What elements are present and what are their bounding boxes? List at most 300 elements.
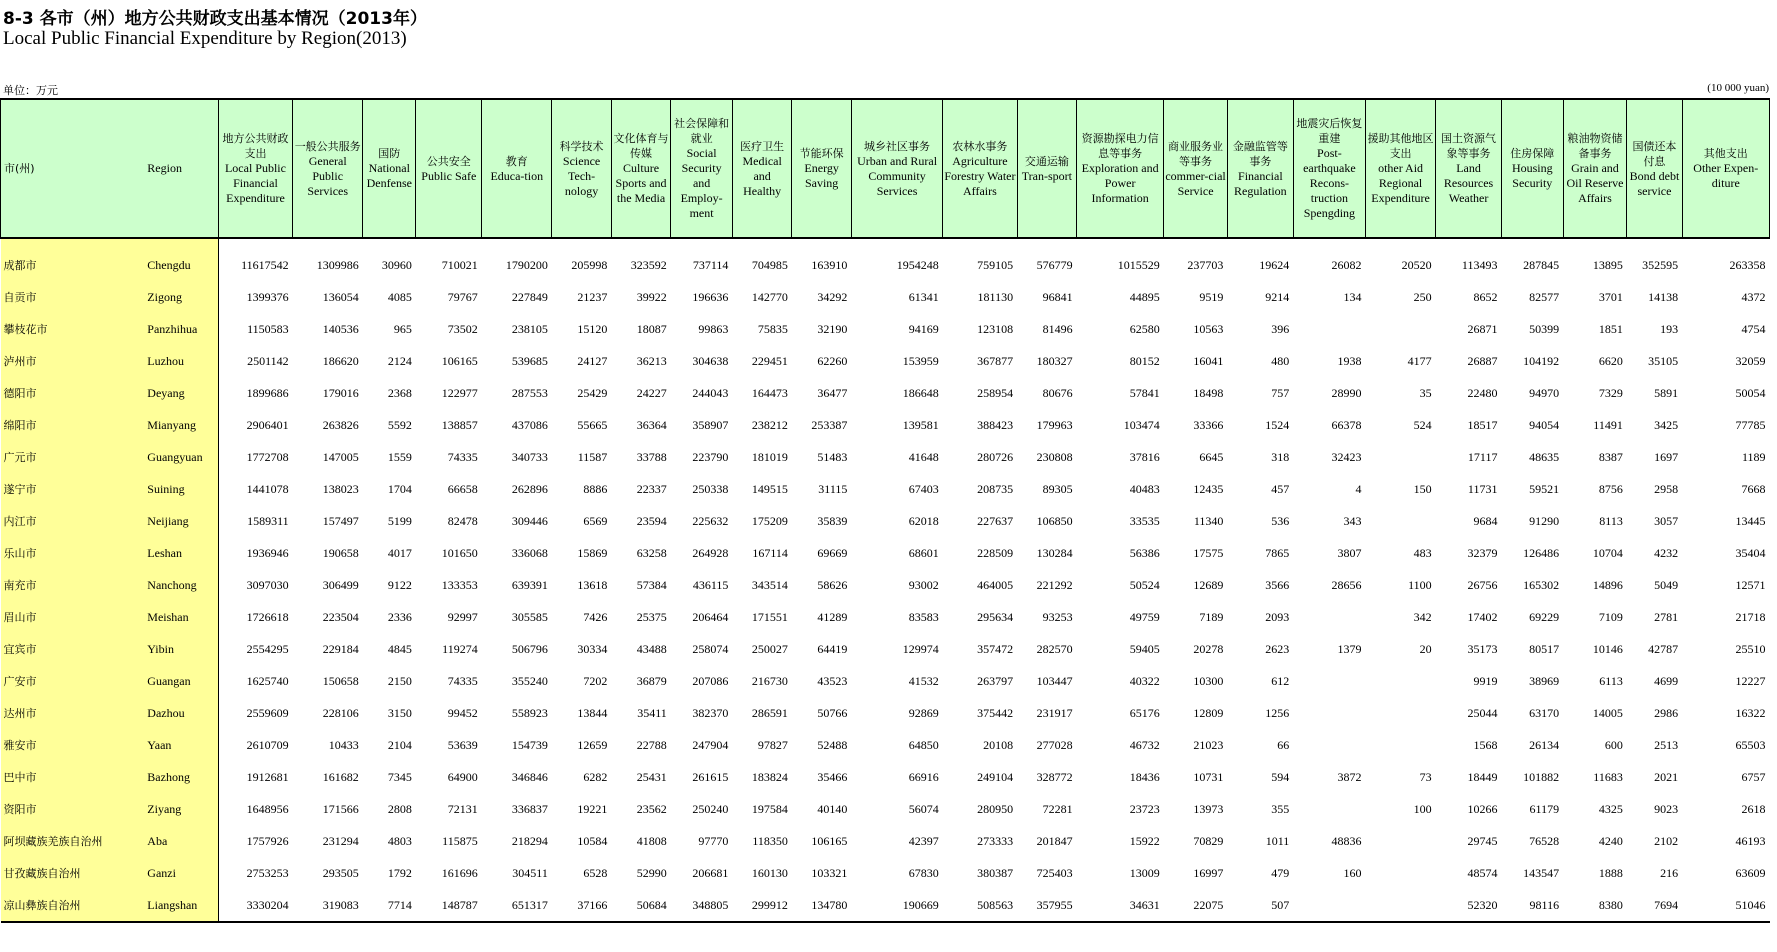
column-header-chinese: 教育 — [505, 154, 528, 168]
value-cell: 1100 — [1408, 577, 1432, 592]
value-cell — [1293, 601, 1365, 633]
table-row — [1, 238, 1770, 281]
value-cell: 11683 — [1593, 769, 1623, 784]
value-cell: 18517 — [1467, 417, 1498, 432]
value-cell: 539685 — [511, 353, 548, 368]
value-cell: 11340 — [1193, 513, 1224, 528]
value-cell: 480 — [1271, 353, 1290, 368]
value-cell: 129974 — [902, 641, 939, 656]
value-cell: 216730 — [751, 673, 788, 688]
value-cell: 304638 — [692, 353, 729, 368]
column-header-english: National Denfense — [366, 161, 412, 190]
column-header — [671, 99, 733, 238]
column-header-chinese: 金融监管等事务 — [1232, 139, 1288, 168]
value-cell: 73 — [1419, 769, 1432, 784]
value-cell: 305585 — [511, 609, 548, 624]
value-cell: 93002 — [908, 577, 939, 592]
value-cell — [1293, 889, 1365, 922]
value-cell: 230808 — [1036, 449, 1073, 464]
value-cell: 1704 — [387, 481, 412, 496]
value-cell: 48836 — [1331, 833, 1362, 848]
column-header-english: Post-earthquake Recons-truction Spengding — [1303, 146, 1356, 220]
value-cell: 1899686 — [246, 385, 289, 400]
value-cell: 122977 — [441, 385, 478, 400]
expenditure-table — [0, 98, 1770, 923]
value-cell: 32059 — [1735, 353, 1766, 368]
value-cell: 165302 — [1523, 577, 1560, 592]
value-cell: 153959 — [902, 353, 939, 368]
value-cell: 5049 — [1654, 577, 1679, 592]
value-cell: 8756 — [1598, 481, 1623, 496]
value-cell: 61341 — [908, 289, 939, 304]
value-cell: 437086 — [511, 417, 548, 432]
value-cell: 23723 — [1129, 801, 1160, 816]
value-cell: 35411 — [637, 705, 667, 720]
value-cell: 12435 — [1193, 481, 1224, 496]
value-cell: 5199 — [387, 513, 412, 528]
value-cell: 80676 — [1042, 385, 1073, 400]
value-cell — [1366, 729, 1436, 761]
value-cell: 524 — [1413, 417, 1432, 432]
value-cell: 62260 — [817, 353, 848, 368]
city-name-chinese: 攀枝花市 — [1, 313, 134, 345]
value-cell: 4017 — [387, 545, 412, 560]
column-header — [1017, 99, 1076, 238]
value-cell: 150 — [1413, 481, 1432, 496]
value-cell: 759105 — [977, 257, 1014, 272]
value-cell: 336837 — [511, 801, 548, 816]
value-cell: 238105 — [511, 321, 548, 336]
value-cell: 263826 — [322, 417, 359, 432]
column-header-chinese: 国防 — [378, 147, 401, 160]
value-cell: 59521 — [1529, 481, 1560, 496]
value-cell: 115875 — [442, 833, 478, 848]
value-cell: 1938 — [1337, 353, 1362, 368]
value-cell: 20108 — [983, 737, 1014, 752]
value-cell: 287845 — [1523, 257, 1560, 272]
value-cell: 40140 — [817, 801, 848, 816]
value-cell: 28656 — [1331, 577, 1362, 592]
value-cell: 14138 — [1648, 289, 1679, 304]
value-cell: 4177 — [1407, 353, 1432, 368]
value-cell: 483 — [1413, 545, 1432, 560]
value-cell: 190669 — [851, 889, 942, 922]
city-name-chinese: 成都市 — [1, 238, 134, 281]
value-cell — [1366, 889, 1436, 922]
value-cell: 286591 — [751, 705, 788, 720]
value-cell: 22337 — [636, 481, 667, 496]
value-cell: 9023 — [1654, 801, 1679, 816]
value-cell: 106165 — [441, 353, 478, 368]
column-header — [1164, 99, 1228, 238]
value-cell: 56074 — [908, 801, 939, 816]
column-header-english: Land Resources Weather — [1443, 161, 1494, 205]
value-cell: 249104 — [977, 769, 1014, 784]
value-cell: 17402 — [1467, 609, 1498, 624]
value-cell: 319083 — [293, 889, 363, 922]
value-cell: 50054 — [1735, 385, 1766, 400]
value-cell: 119274 — [442, 641, 478, 656]
value-cell: 15120 — [577, 321, 608, 336]
value-cell: 7329 — [1598, 385, 1623, 400]
value-cell: 147005 — [322, 449, 359, 464]
value-cell: 3566 — [1265, 577, 1290, 592]
value-cell: 1399376 — [246, 289, 289, 304]
value-cell: 207086 — [692, 673, 729, 688]
value-cell: 2104 — [387, 737, 412, 752]
table-title-english: Local Public Financial Expenditure by Region(2013) — [3, 28, 407, 49]
column-header-english: General Public Services — [307, 153, 349, 198]
value-cell: 558923 — [511, 705, 548, 720]
table-row — [1, 697, 1770, 729]
value-cell: 51046 — [1682, 889, 1769, 922]
table-row — [1, 537, 1770, 569]
value-cell: 1559 — [387, 449, 412, 464]
column-header-english: Science Tech-nology — [562, 153, 601, 198]
value-cell: 16041 — [1193, 353, 1224, 368]
value-cell: 34292 — [817, 289, 848, 304]
city-name-chinese: 凉山彝族自治州 — [1, 889, 134, 922]
value-cell: 244043 — [692, 385, 729, 400]
value-cell: 35839 — [817, 513, 848, 528]
value-cell: 21023 — [1193, 737, 1224, 752]
value-cell: 11731 — [1467, 481, 1498, 496]
value-cell — [1293, 313, 1365, 345]
value-cell: 66378 — [1331, 417, 1362, 432]
value-cell: 10731 — [1193, 769, 1224, 784]
value-cell: 148787 — [416, 889, 482, 922]
value-cell: 33366 — [1193, 417, 1224, 432]
expenditure-table-container — [0, 98, 1770, 923]
value-cell: 250338 — [692, 481, 729, 496]
value-cell: 343 — [1343, 513, 1362, 528]
table-row — [1, 729, 1770, 761]
value-cell: 8380 — [1563, 889, 1627, 922]
value-cell: 273333 — [977, 833, 1014, 848]
value-cell: 1936946 — [246, 545, 289, 560]
value-cell: 8886 — [583, 481, 608, 496]
value-cell: 9519 — [1199, 289, 1224, 304]
column-header-chinese: 国土资源气象等事务 — [1441, 132, 1497, 160]
city-name-chinese: 内江市 — [1, 505, 134, 537]
city-name-chinese: 雅安市 — [1, 729, 134, 761]
city-name-chinese: 遂宁市 — [1, 473, 134, 505]
table-body — [1, 238, 1770, 922]
value-cell: 32379 — [1467, 545, 1498, 560]
value-cell: 69229 — [1529, 609, 1560, 624]
value-cell: 66916 — [908, 769, 939, 784]
value-cell: 17117 — [1467, 449, 1498, 464]
column-header — [416, 99, 482, 238]
value-cell: 2554295 — [246, 641, 289, 656]
value-cell: 7345 — [387, 769, 412, 784]
city-name-chinese: 广元市 — [1, 441, 134, 473]
region-name-english: Aba — [133, 825, 218, 857]
region-name-english: Leshan — [133, 537, 218, 569]
table-row — [1, 761, 1770, 793]
value-cell: 2781 — [1654, 609, 1679, 624]
value-cell: 72281 — [1042, 801, 1073, 816]
value-cell: 69669 — [817, 545, 848, 560]
value-cell: 36477 — [817, 385, 848, 400]
value-cell: 74335 — [447, 449, 478, 464]
value-cell: 576779 — [1036, 257, 1073, 272]
value-cell: 31115 — [818, 481, 848, 496]
value-cell: 4699 — [1654, 673, 1679, 688]
value-cell: 309446 — [511, 513, 548, 528]
column-header-english: Public Safe — [421, 168, 477, 183]
value-cell: 161696 — [441, 865, 478, 880]
table-row — [1, 825, 1770, 857]
region-column-header — [133, 99, 218, 238]
value-cell: 43523 — [817, 673, 848, 688]
column-header-chinese: 其他支出 — [1703, 147, 1748, 160]
column-header — [851, 99, 942, 238]
value-cell: 4085 — [387, 289, 412, 304]
value-cell: 965 — [393, 321, 412, 336]
value-cell: 221292 — [1036, 577, 1073, 592]
value-cell: 343514 — [751, 577, 788, 592]
column-header-chinese: 文化体育与传媒 — [613, 132, 669, 160]
value-cell: 25429 — [577, 385, 608, 400]
value-cell: 355 — [1271, 801, 1290, 816]
column-header — [1436, 99, 1502, 238]
value-cell: 62018 — [908, 513, 939, 528]
value-cell: 59405 — [1129, 641, 1160, 656]
value-cell: 3150 — [387, 705, 412, 720]
value-cell: 99452 — [447, 705, 478, 720]
city-name-chinese: 眉山市 — [1, 601, 134, 633]
value-cell: 35 — [1419, 385, 1432, 400]
value-cell: 3872 — [1337, 769, 1362, 784]
value-cell: 10433 — [328, 737, 359, 752]
value-cell: 1568 — [1473, 737, 1498, 752]
value-cell: 64900 — [447, 769, 478, 784]
value-cell: 2368 — [387, 385, 412, 400]
column-header-english: Social Security and Employ-ment — [680, 146, 723, 220]
city-name-chinese: 乐山市 — [1, 537, 134, 569]
table-row — [1, 633, 1770, 665]
value-cell: 1379 — [1337, 641, 1362, 656]
value-cell: 9214 — [1265, 289, 1290, 304]
region-name-english: Guangyuan — [133, 441, 218, 473]
value-cell: 24227 — [636, 385, 667, 400]
value-cell: 10300 — [1193, 673, 1224, 688]
value-cell: 264928 — [692, 545, 729, 560]
value-cell — [1366, 825, 1436, 857]
value-cell: 18087 — [636, 321, 667, 336]
column-header — [482, 99, 552, 238]
city-column-header-label: 市(州) — [4, 162, 35, 175]
value-cell: 139581 — [902, 417, 939, 432]
value-cell: 150658 — [322, 673, 359, 688]
value-cell: 12227 — [1735, 673, 1766, 688]
value-cell: 258074 — [692, 641, 729, 656]
value-cell — [1293, 697, 1365, 729]
value-cell: 250240 — [692, 801, 729, 816]
value-cell: 67403 — [908, 481, 939, 496]
value-cell: 18498 — [1193, 385, 1224, 400]
value-cell: 51483 — [817, 449, 848, 464]
region-column-header-label: Region — [147, 161, 182, 175]
value-cell: 229184 — [322, 641, 359, 656]
value-cell: 40483 — [1129, 481, 1160, 496]
value-cell: 600 — [1604, 737, 1623, 752]
value-cell: 358907 — [692, 417, 729, 432]
value-cell: 1648956 — [246, 801, 289, 816]
value-cell: 41808 — [636, 833, 667, 848]
value-cell: 367877 — [977, 353, 1014, 368]
value-cell: 218294 — [511, 833, 548, 848]
value-cell: 388423 — [977, 417, 1014, 432]
value-cell: 48635 — [1529, 449, 1560, 464]
value-cell: 21718 — [1735, 609, 1766, 624]
column-header — [1563, 99, 1627, 238]
value-cell: 65176 — [1129, 705, 1160, 720]
city-name-chinese: 南充市 — [1, 569, 134, 601]
value-cell: 19221 — [577, 801, 608, 816]
value-cell: 58626 — [817, 577, 848, 592]
value-cell: 77785 — [1735, 417, 1766, 432]
value-cell: 20520 — [1401, 257, 1432, 272]
value-cell: 208735 — [977, 481, 1014, 496]
value-cell: 93253 — [1042, 609, 1073, 624]
value-cell: 7202 — [583, 673, 608, 688]
value-cell: 237703 — [1187, 257, 1224, 272]
value-cell: 94970 — [1529, 385, 1560, 400]
value-cell: 263797 — [977, 673, 1014, 688]
value-cell: 206681 — [692, 865, 729, 880]
value-cell: 228509 — [977, 545, 1014, 560]
value-cell: 228106 — [322, 705, 359, 720]
value-cell: 280950 — [977, 801, 1014, 816]
city-name-chinese: 达州市 — [1, 697, 134, 729]
value-cell: 41289 — [817, 609, 848, 624]
value-cell: 39922 — [636, 289, 667, 304]
value-cell: 21237 — [577, 289, 608, 304]
value-cell — [1366, 505, 1436, 537]
value-cell: 36364 — [636, 417, 667, 432]
region-name-english: Guangan — [133, 665, 218, 697]
value-cell: 118350 — [752, 833, 788, 848]
region-name-english: Dazhou — [133, 697, 218, 729]
value-cell: 3330204 — [218, 889, 292, 922]
value-cell: 26871 — [1467, 321, 1498, 336]
value-cell: 2753253 — [246, 865, 289, 880]
column-header — [218, 99, 292, 238]
value-cell: 263358 — [1729, 257, 1766, 272]
value-cell: 186648 — [902, 385, 939, 400]
value-cell: 2093 — [1265, 609, 1290, 624]
value-cell: 13009 — [1129, 865, 1160, 880]
column-header — [552, 99, 611, 238]
column-header-chinese: 医疗卫生 — [740, 139, 785, 153]
value-cell: 1790200 — [505, 257, 548, 272]
value-cell: 10266 — [1467, 801, 1498, 816]
value-cell: 24127 — [577, 353, 608, 368]
column-header-english: Bond debt service — [1629, 168, 1680, 198]
value-cell: 97770 — [698, 833, 729, 848]
region-name-english: Luzhou — [133, 345, 218, 377]
value-cell: 63258 — [636, 545, 667, 560]
column-header-chinese: 农林水事务 — [952, 139, 1008, 153]
value-cell — [1366, 857, 1436, 889]
value-cell: 190658 — [322, 545, 359, 560]
region-name-english: Yaan — [133, 729, 218, 761]
value-cell: 106850 — [1036, 513, 1073, 528]
value-cell: 34631 — [1077, 889, 1164, 922]
value-cell: 352595 — [1642, 257, 1679, 272]
value-cell: 140536 — [322, 321, 359, 336]
column-header — [1293, 99, 1365, 238]
value-cell: 179963 — [1036, 417, 1073, 432]
value-cell: 13445 — [1735, 513, 1766, 528]
table-row — [1, 601, 1770, 633]
value-cell: 277028 — [1036, 737, 1073, 752]
unit-label-chinese: 单位：万元 — [3, 84, 58, 97]
value-cell: 70829 — [1193, 833, 1224, 848]
value-cell: 43488 — [636, 641, 667, 656]
value-cell: 2021 — [1654, 769, 1679, 784]
city-name-chinese: 广安市 — [1, 665, 134, 697]
value-cell: 175209 — [751, 513, 788, 528]
column-header-chinese: 资源勘探电力信息等事务 — [1081, 132, 1159, 160]
value-cell: 7694 — [1627, 889, 1682, 922]
value-cell: 506796 — [511, 641, 548, 656]
value-cell: 160130 — [751, 865, 788, 880]
column-header — [1501, 99, 1563, 238]
value-cell: 103447 — [1036, 673, 1073, 688]
column-header — [1227, 99, 1293, 238]
value-cell: 250 — [1413, 289, 1432, 304]
table-row — [1, 345, 1770, 377]
value-cell — [1366, 665, 1436, 697]
region-name-english: Zigong — [133, 281, 218, 313]
column-header — [611, 99, 670, 238]
value-cell: 1309986 — [316, 257, 359, 272]
value-cell: 375442 — [977, 705, 1014, 720]
value-cell: 258954 — [977, 385, 1014, 400]
value-cell: 8387 — [1598, 449, 1623, 464]
value-cell: 7426 — [583, 609, 608, 624]
value-cell: 104192 — [1523, 353, 1560, 368]
value-cell: 2336 — [387, 609, 412, 624]
region-name-english: Neijiang — [133, 505, 218, 537]
value-cell: 33535 — [1129, 513, 1160, 528]
value-cell: 37166 — [552, 889, 611, 922]
value-cell: 11617542 — [241, 257, 289, 272]
value-cell: 22788 — [636, 737, 667, 752]
value-cell: 193 — [1660, 321, 1679, 336]
value-cell: 73502 — [447, 321, 478, 336]
value-cell: 14896 — [1592, 577, 1623, 592]
value-cell: 6620 — [1598, 353, 1623, 368]
table-row — [1, 569, 1770, 601]
table-row — [1, 473, 1770, 505]
value-cell: 171566 — [322, 801, 359, 816]
value-cell: 96841 — [1042, 289, 1073, 304]
value-cell: 101882 — [1523, 769, 1560, 784]
table-row — [1, 441, 1770, 473]
value-cell: 6645 — [1199, 449, 1224, 464]
value-cell: 1011 — [1265, 833, 1290, 848]
value-cell: 133353 — [441, 577, 478, 592]
column-header-chinese: 交通运输 — [1024, 154, 1069, 168]
value-cell: 36213 — [636, 353, 667, 368]
value-cell: 25510 — [1735, 641, 1766, 656]
value-cell: 12809 — [1193, 705, 1224, 720]
value-cell: 11587 — [577, 449, 608, 464]
